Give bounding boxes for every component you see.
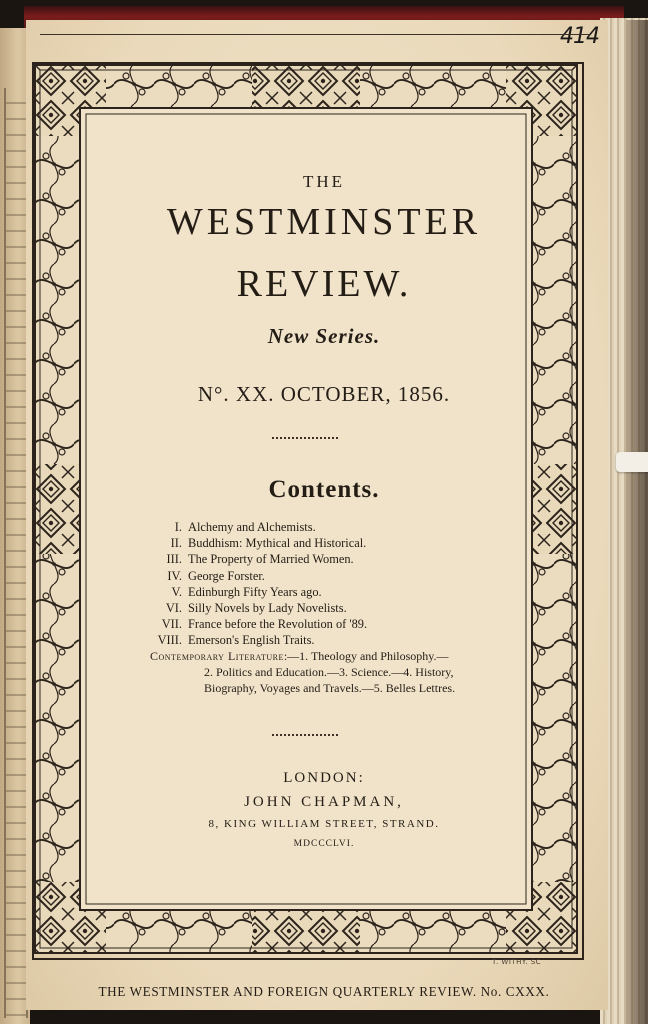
item-title: France before the Revolution of '89.: [188, 617, 368, 632]
running-footer: THE WESTMINSTER AND FOREIGN QUARTERLY REVIEW. No. CXXX.: [98, 984, 550, 999]
item-number: VI.: [165, 600, 182, 615]
contents-list: [140, 519, 540, 649]
list-item: [140, 584, 540, 600]
item-number: I.: [174, 520, 182, 534]
item-title: Silly Novels by Lady Novelists.: [188, 600, 347, 615]
contemporary-literature: [150, 648, 530, 696]
dotted-divider: [272, 437, 338, 439]
item-title: Emerson's English Traits.: [188, 633, 315, 648]
item-title: Buddhism: Mythical and Historical.: [188, 536, 367, 551]
item-title: George Forster.: [188, 568, 265, 583]
contents-heading: Contents.: [268, 476, 380, 503]
list-item: [140, 519, 540, 535]
list-item: [140, 632, 540, 648]
list-item: [140, 551, 540, 567]
item-number: VIII.: [157, 633, 182, 648]
engraver-credit: T. WITHY. SC: [492, 958, 542, 966]
bookmark-tab: [616, 452, 648, 472]
imprint-publisher: JOHN CHAPMAN,: [244, 794, 404, 810]
item-title: Alchemy and Alchemists.: [188, 520, 316, 534]
contemporary-heading: Contemporary Literature: [150, 649, 284, 663]
dotted-divider: [272, 734, 338, 736]
issue-line: N°. XX. OCTOBER, 1856.: [197, 382, 451, 406]
folio-number: 414: [560, 24, 599, 49]
list-item: [140, 600, 540, 616]
title-article: THE: [302, 172, 346, 191]
contemporary-line-1: :—1. Theology and Philosophy.—: [283, 649, 449, 663]
imprint-city: LONDON:: [283, 770, 365, 786]
item-number: IV.: [167, 568, 182, 583]
contemporary-line-2: 2. Politics and Education.—3. Science.—4. History,: [204, 665, 454, 679]
contemporary-line-3: Biography, Voyages and Travels.—5. Belles Lettres.: [204, 681, 456, 695]
imprint-year: MDCCCLVI.: [293, 839, 355, 849]
top-rule: [40, 34, 590, 35]
list-item: [140, 568, 540, 584]
item-number: II.: [170, 536, 182, 551]
item-number: VII.: [161, 617, 182, 632]
list-item: [140, 535, 540, 551]
series-label: New Series.: [267, 324, 381, 348]
item-title: The Property of Married Women.: [188, 552, 354, 567]
page-stack-shadow: [626, 20, 648, 1024]
item-number: V.: [171, 584, 182, 599]
item-number: III.: [166, 552, 182, 567]
item-title: Edinburgh Fifty Years ago.: [188, 584, 322, 599]
list-item: [140, 616, 540, 632]
title-line-2: REVIEW.: [236, 263, 412, 305]
title-line-1: WESTMINSTER: [166, 201, 482, 243]
imprint-address: 8, KING WILLIAM STREET, STRAND.: [208, 818, 440, 830]
